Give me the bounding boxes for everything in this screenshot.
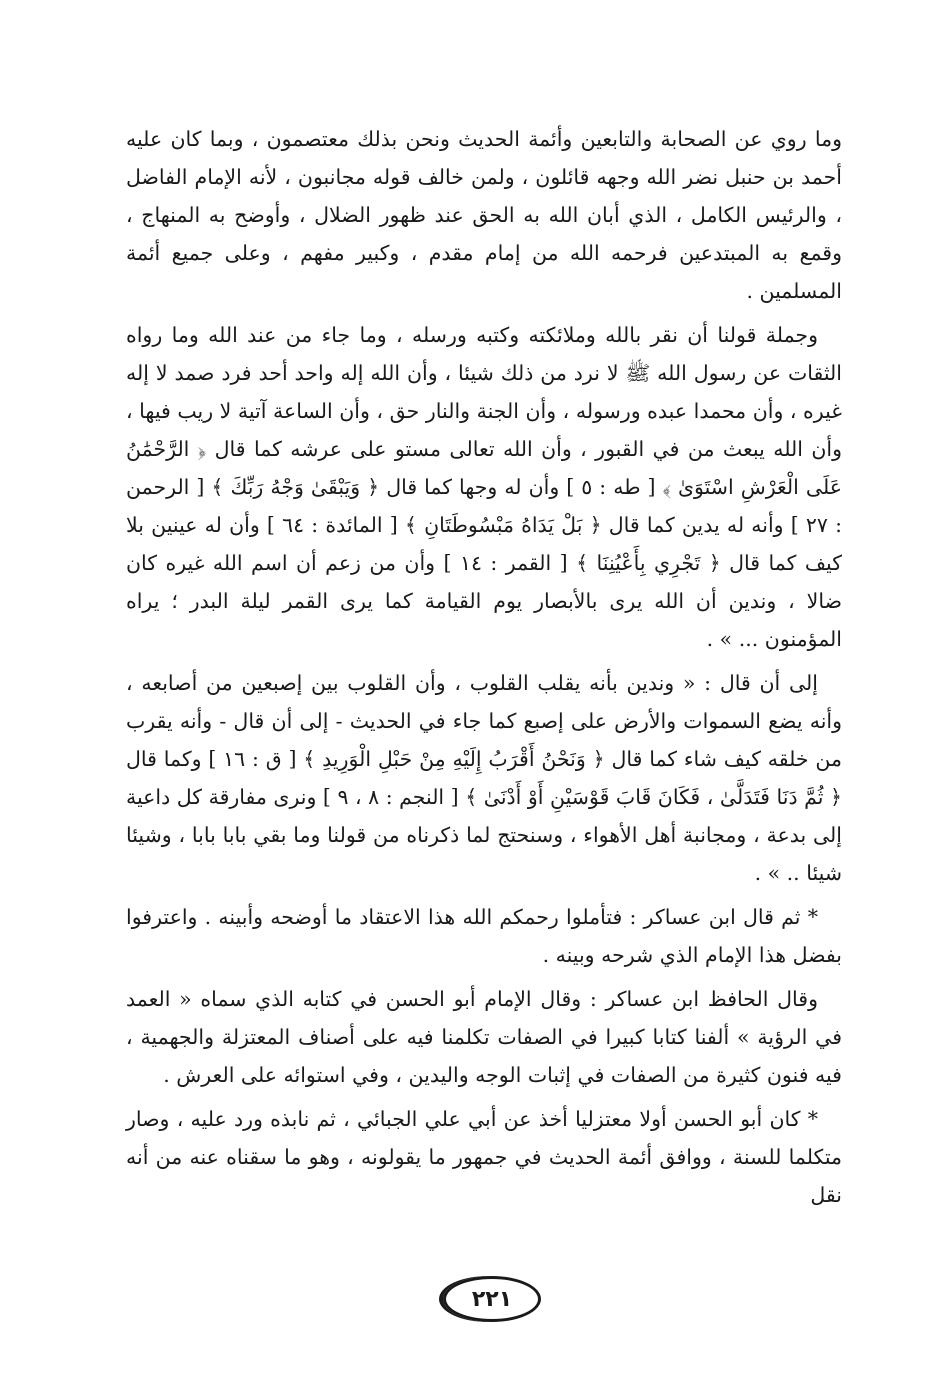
- paragraph-1: [126, 120, 842, 310]
- paragraph-2-text: وجملة قولنا أن نقر بالله وملائكته وكتبه ورسله ، وما جاء من عند الله وما رواه الثقات عن رسول الله ﷺ لا نرد من ذلك شيئا ، وأن الله إله واحد أحد فرد صمد لا إله غيره ، وأن محمدا عبده ورسوله ، وأن الجنة والنار حق ، وأن الساعة آتية لا ريب فيها ، وأن الله يبعث من في القبور ، وأن الله تعالى مستو على عرشه كما قال ﴿ الرَّحْمَٰنُ عَلَى الْعَرْشِ اسْتَوَىٰ ﴾ [ طه : ٥ ] وأن له وجها كما قال ﴿ وَيَبْقَىٰ وَجْهُ رَبِّكَ ﴾ [ الرحمن : ٢٧ ] وأنه له يدين كما قال ﴿ بَلْ يَدَاهُ مَبْسُوطَتَانِ ﴾ [ المائدة : ٦٤ ] وأن له عينين بلا كيف كما قال ﴿ تَجْرِي بِأَعْيُنِنَا ﴾ [ القمر : ١٤ ] وأن من زعم أن اسم الله غيره كان ضالا ، وندين أن الله يرى بالأبصار يوم القيامة كما يرى القمر ليلة البدر ؛ يراه المؤمنون ... » .: [126, 323, 842, 651]
- paragraph-5: [126, 980, 842, 1094]
- paragraph-6-text: * كان أبو الحسن أولا معتزليا أخذ عن أبي علي الجبائي ، ثم نابذه ورد عليه ، وصار متكلما للسنة ، ووافق أئمة الحديث في جمهور ما يقولونه ، وهو ما سقناه عنه من أنه نقل: [126, 1107, 842, 1207]
- paragraph-5-text: وقال الحافظ ابن عساكر : وقال الإمام أبو الحسن في كتابه الذي سماه « العمد في الرؤية » ألفنا كتابا كبيرا في الصفات تكلمنا فيه على أصناف المعتزلة والجهمية ، فيه فنون كثيرة من الصفات في إثبات الوجه واليدين ، وفي استوائه على العرش .: [126, 987, 842, 1087]
- paragraph-2: [126, 316, 842, 658]
- paragraph-4-text: * ثم قال ابن عساكر : فتأملوا رحمكم الله هذا الاعتقاد ما أوضحه وأبينه . واعترفوا بفضل هذا الإمام الذي شرحه وبينه .: [126, 905, 842, 967]
- paragraph-1-text: وما روي عن الصحابة والتابعين وأئمة الحديث ونحن بذلك معتصمون ، وبما كان عليه أحمد بن حنبل نضر الله وجهه قائلون ، ولمن خالف قوله مجانبون ، لأنه الإمام الفاضل ، والرئيس الكامل ، الذي أبان الله به الحق عند ظهور الضلال ، وأوضح به المنهاج ، وقمع به المبتدعين فرحمه الله من إمام مقدم ، وكبير مفهم ، وعلى جميع أئمة المسلمين .: [126, 127, 842, 303]
- paragraph-6: [126, 1100, 842, 1214]
- page-body: [126, 120, 842, 1220]
- paragraph-3: [126, 664, 842, 892]
- paragraph-4: [126, 898, 842, 974]
- page-number: ٢٢١: [471, 1286, 513, 1312]
- paragraph-3-text: إلى أن قال : « وندين بأنه يقلب القلوب ، وأن القلوب بين إصبعين من أصابعه ، وأنه يضع السموات والأرض على إصبع كما جاء في الحديث - إلى أن قال - وأنه يقرب من خلقه كيف شاء كما قال ﴿ وَنَحْنُ أَقْرَبُ إِلَيْهِ مِنْ حَبْلِ الْوَرِيدِ ﴾ [ ق : ١٦ ] وكما قال ﴿ ثُمَّ دَنَا فَتَدَلَّىٰ ، فَكَانَ قَابَ قَوْسَيْنِ أَوْ أَدْنَىٰ ﴾ [ النجم : ٨ ، ٩ ] ونرى مفارقة كل داعية إلى بدعة ، ومجانبة أهل الأهواء ، وسنحتج لما ذكرناه من قولنا وما بقي بابا بابا ، وشيئا شيئا .. » .: [126, 671, 842, 885]
- page-number-frame: [443, 1276, 541, 1322]
